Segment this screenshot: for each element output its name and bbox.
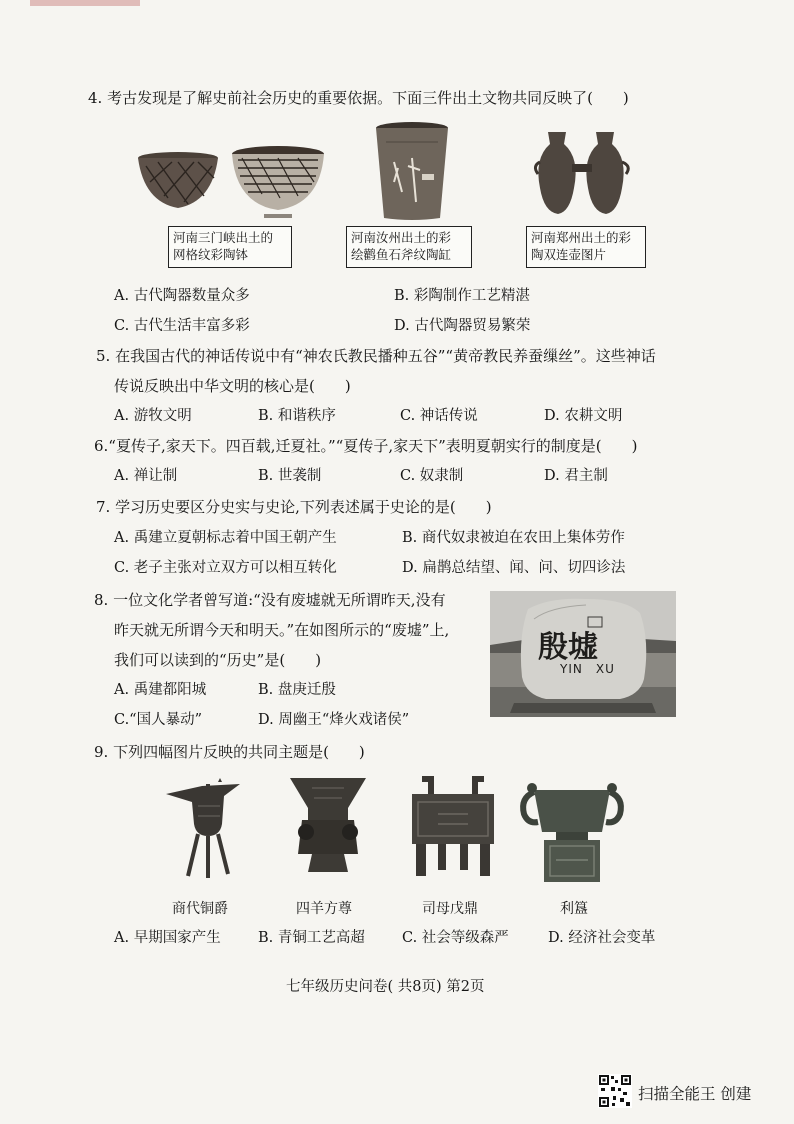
qr-code-icon	[598, 1074, 632, 1108]
page-footer: 七年级历史问卷( 共8页) 第2页	[286, 979, 485, 995]
q4-option-d[interactable]: D. 古代陶器贸易繁荣	[394, 318, 531, 334]
q7-option-d[interactable]: D. 扁鹊总结望、闻、问、切四诊法	[402, 560, 626, 576]
q4-caption-1	[168, 226, 292, 268]
top-edge-smudge	[30, 0, 140, 6]
q8-stem-line1: 8. 一位文化学者曾写道:“没有废墟就无所谓昨天,没有	[94, 591, 446, 609]
q4-caption-3	[526, 226, 646, 268]
q4-bowls-image	[138, 138, 338, 218]
q9-caption-3: 司母戊鼎	[422, 901, 478, 917]
q9-option-c[interactable]: C. 社会等级森严	[402, 930, 509, 946]
q6-option-d[interactable]: D. 君主制	[544, 468, 608, 484]
q4-double-pot-image	[536, 128, 636, 218]
q6-option-c[interactable]: C. 奴隶制	[400, 468, 464, 484]
q4-caption-2-line2: 绘鹳鱼石斧纹陶缸	[351, 247, 452, 262]
q8-option-a[interactable]: A. 禹建都阳城	[114, 682, 207, 698]
q7-option-a[interactable]: A. 禹建立夏朝标志着中国王朝产生	[114, 530, 337, 546]
li-gui-image	[520, 778, 624, 882]
q6-option-a[interactable]: A. 禅让制	[114, 468, 178, 484]
q8-option-b[interactable]: B. 盘庚迁殷	[258, 682, 336, 698]
q4-caption-1-line1: 河南三门峡出土的	[173, 230, 274, 245]
q4-caption-3-line1: 河南郑州出土的彩	[531, 230, 632, 245]
q4-caption-3-line2: 陶双连壶图片	[531, 247, 607, 262]
stone-big-characters: 殷墟	[538, 630, 598, 665]
stone-pinyin: YIN XU	[560, 662, 615, 676]
q9-stem: 9. 下列四幅图片反映的共同主题是( )	[94, 743, 365, 761]
q4-caption-2	[346, 226, 472, 268]
q9-caption-2: 四羊方尊	[296, 901, 352, 917]
q4-jar-image	[372, 122, 452, 222]
q4-option-c[interactable]: C. 古代生活丰富多彩	[114, 318, 250, 334]
q5-option-d[interactable]: D. 农耕文明	[544, 408, 623, 424]
q4-option-a[interactable]: A. 古代陶器数量众多	[114, 288, 250, 304]
q8-option-c[interactable]: C.“国人暴动”	[114, 712, 203, 728]
q9-caption-4: 利簋	[560, 901, 588, 917]
q4-stem: 4. 考古发现是了解史前社会历史的重要依据。下面三件出土文物共同反映了( )	[88, 89, 629, 107]
q5-stem-line2: 传说反映出中华文明的核心是( )	[114, 377, 351, 395]
q4-option-b[interactable]: B. 彩陶制作工艺精湛	[394, 288, 530, 304]
simuwu-ding-image	[408, 774, 498, 878]
q8-stem-line3: 我们可以读到的“历史”是( )	[114, 651, 322, 669]
q8-stem-line2: 昨天就无所谓今天和明天。”在如图所示的“废墟”上,	[114, 621, 450, 639]
q5-option-b[interactable]: B. 和谐秩序	[258, 408, 336, 424]
scanner-watermark: 扫描全能王 创建	[638, 1085, 752, 1103]
q4-caption-2-line1: 河南汝州出土的彩	[351, 230, 452, 245]
q5-option-c[interactable]: C. 神话传说	[400, 408, 478, 424]
q5-stem-line1: 5. 在我国古代的神话传说中有“神农氏教民播种五谷”“黄帝教民养蚕缫丝”。这些神话	[96, 347, 656, 365]
q9-caption-1: 商代铜爵	[172, 901, 228, 917]
q7-stem: 7. 学习历史要区分史实与史论,下列表述属于史论的是( )	[96, 498, 492, 516]
q4-caption-1-line2: 网格纹彩陶钵	[173, 247, 249, 262]
bronze-jue-image	[162, 778, 252, 878]
q9-option-a[interactable]: A. 早期国家产生	[114, 930, 221, 946]
q9-option-d[interactable]: D. 经济社会变革	[548, 930, 656, 946]
q6-stem: 6.“夏传子,家天下。四百载,迁夏社。”“夏传子,家天下”表明夏朝实行的制度是( )	[94, 437, 638, 455]
q7-option-b[interactable]: B. 商代奴隶被迫在农田上集体劳作	[402, 530, 625, 546]
q6-option-b[interactable]: B. 世袭制	[258, 468, 322, 484]
four-ram-zun-image	[288, 776, 368, 874]
q5-option-a[interactable]: A. 游牧文明	[114, 408, 192, 424]
q8-option-d[interactable]: D. 周幽王“烽火戏诸侯”	[258, 712, 410, 728]
q7-option-c[interactable]: C. 老子主张对立双方可以相互转化	[114, 560, 337, 576]
q9-option-b[interactable]: B. 青铜工艺高超	[258, 930, 365, 946]
